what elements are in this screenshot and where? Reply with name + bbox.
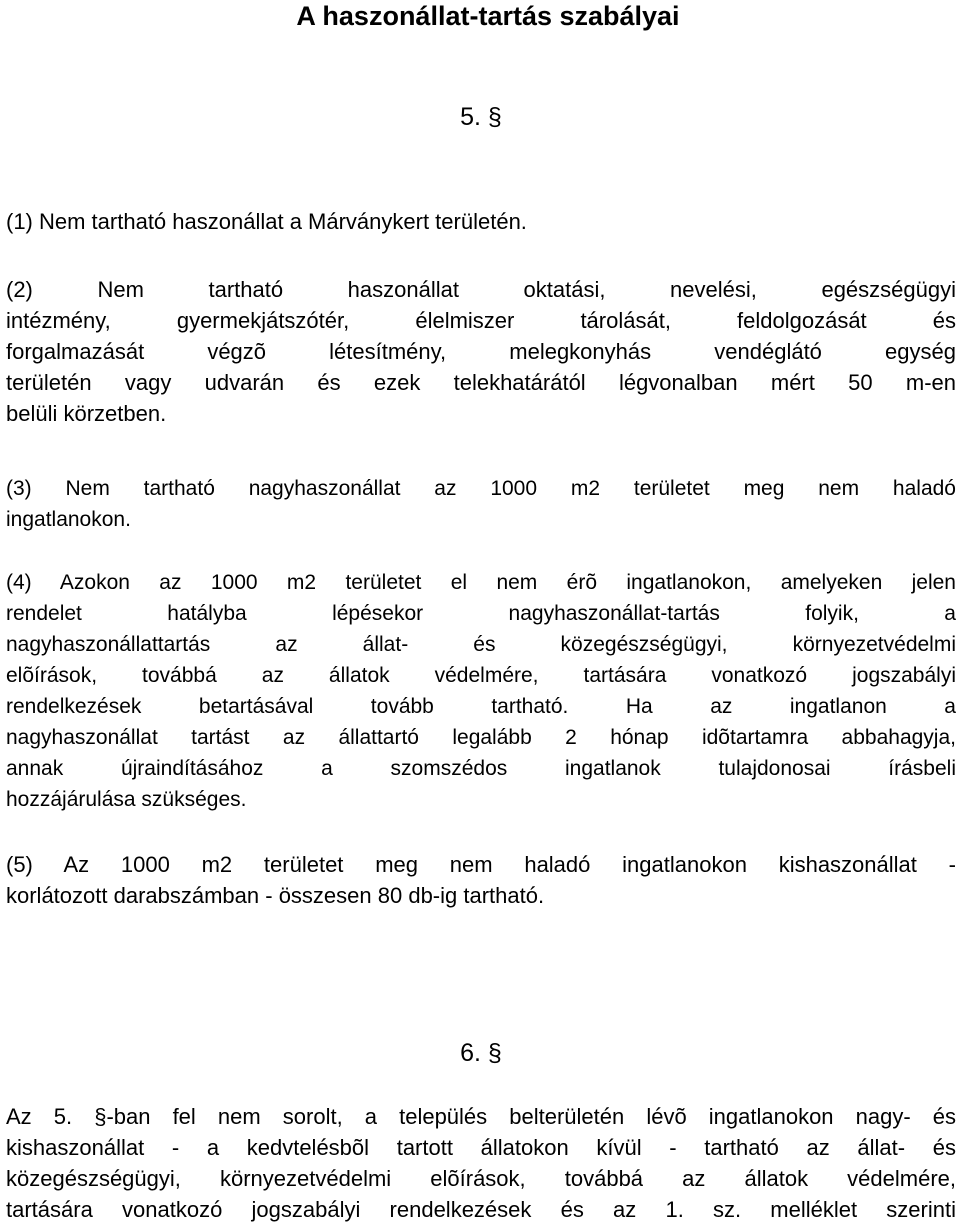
section-5-heading: 5. § [460,103,502,131]
section-5-paragraph-5 [6,849,956,911]
document-title: A haszonállat-tartás szabályai [296,1,680,31]
text-line: (1) Nem tartható haszonállat a Márványkert területén. [6,209,527,234]
text-line: korlátozott darabszámban - összesen 80 db-ig tartható. [6,883,545,908]
text-line: területén vagy udvarán és ezek telekhatárától légvonalban mért 50 m-en [6,370,956,395]
section-5-paragraph-2 [6,274,956,429]
text-line: hozzájárulása szükséges. [6,788,247,811]
text-line: tartására vonatkozó jogszabályi rendelkezések és az 1. sz. melléklet szerinti [6,1197,956,1222]
text-line: rendelkezések betartásával tovább tartható. Ha az ingatlanon a [6,695,956,718]
text-line: (3) Nem tartható nagyhaszonállat az 1000 m2 területet meg nem haladó [6,477,956,500]
text-line: intézmény, gyermekjátszótér, élelmiszer tárolását, feldolgozását és [6,308,956,333]
text-line: Az 5. §-ban fel nem sorolt, a település belterületén lévõ ingatlanokon nagy- és [6,1104,956,1129]
text-line: (5) Az 1000 m2 területet meg nem haladó ingatlanokon kishaszonállat - [6,852,956,877]
text-line: nagyhaszonállat tartást az állattartó legalább 2 hónap idõtartamra abbahagyja, [6,726,956,749]
text-line: kishaszonállat - a kedvtelésbõl tartott állatokon kívül - tartható az állat- és [6,1135,956,1160]
text-line: annak újraindításához a szomszédos ingatlanok tulajdonosai írásbeli [6,757,956,780]
section-6-heading: 6. § [460,1039,502,1067]
section-6-paragraph-1 [6,1101,956,1225]
section-5-paragraph-4 [6,567,956,815]
text-line: ingatlanokon. [6,508,131,531]
text-line: elõírások, továbbá az állatok védelmére, tartására vonatkozó jogszabályi [6,664,956,687]
text-line: közegészségügyi, környezetvédelmi elõírások, továbbá az állatok védelmére, [6,1166,956,1191]
text-line: belüli körzetben. [6,401,167,426]
text-line: (2) Nem tartható haszonállat oktatási, nevelési, egészségügyi [6,277,956,302]
text-line: nagyhaszonállattartás az állat- és közegészségügyi, környezetvédelmi [6,633,956,656]
text-line: forgalmazását végzõ létesítmény, melegkonyhás vendéglátó egység [6,339,956,364]
section-5-paragraph-3 [6,473,956,535]
section-5-paragraph-1 [6,206,956,237]
text-line: rendelet hatályba lépésekor nagyhaszonállat-tartás folyik, a [6,602,956,625]
text-line: (4) Azokon az 1000 m2 területet el nem érõ ingatlanokon, amelyeken jelen [6,571,956,594]
